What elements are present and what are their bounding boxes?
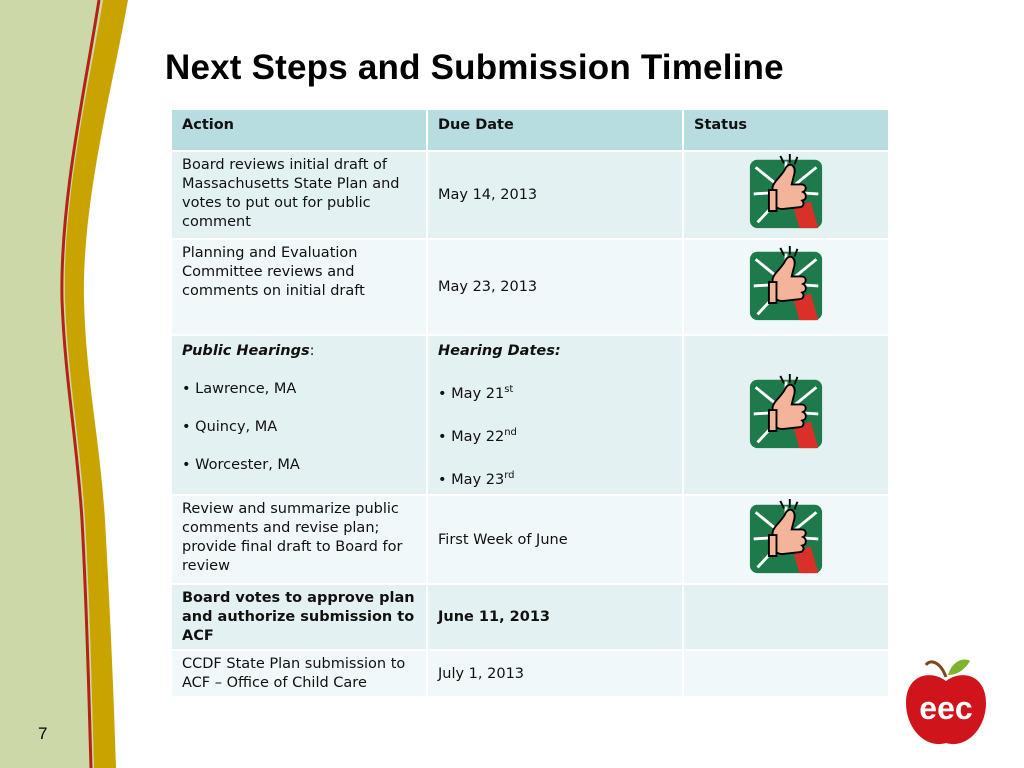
table-row [171, 151, 889, 239]
list-item: • May 22nd [438, 426, 517, 445]
table-header-row [171, 109, 889, 151]
hearing-date-suffix: rd [504, 469, 515, 481]
thumbs-up-icon [748, 246, 824, 322]
hearing-date-suffix: st [504, 384, 514, 395]
header-due-date: Due Date [427, 109, 683, 151]
thumbs-up-icon [748, 499, 824, 575]
action-cell: Board reviews initial draft of Massachusetts State Plan and votes to put out for public comment [171, 151, 427, 239]
hearing-location: Lawrence, MA [195, 381, 297, 397]
header-action: Action [171, 109, 427, 151]
page-number: 7 [38, 724, 48, 743]
table-row [171, 495, 889, 584]
thumbs-up-icon [748, 154, 824, 230]
public-hearings-heading [182, 342, 416, 361]
status-cell [683, 151, 889, 239]
hearing-date: May 22 [451, 428, 505, 445]
status-cell [683, 650, 889, 697]
status-cell [683, 584, 889, 650]
due-date-cell: June 11, 2013 [427, 584, 683, 650]
action-cell: Board votes to approve plan and authorize submission to ACF [171, 584, 427, 650]
action-cell: Planning and Evaluation Committee reviews and comments on initial draft [171, 239, 427, 335]
eec-apple-logo [900, 655, 992, 750]
due-date-cell: First Week of June [427, 495, 683, 584]
due-date-cell [427, 335, 683, 495]
table-row [171, 239, 889, 335]
hearing-date: May 23 [451, 471, 505, 488]
header-status: Status [683, 109, 889, 151]
public-hearings-colon: : [309, 343, 315, 359]
slide-title: Next Steps and Submission Timeline [165, 48, 784, 87]
list-item: • May 21st [438, 384, 514, 402]
hearing-date-suffix: nd [504, 426, 517, 438]
table-row [171, 584, 889, 650]
action-cell: Review and summarize public comments and revise plan; provide final draft to Board for review [171, 495, 427, 584]
hearing-location: Worcester, MA [195, 457, 300, 473]
table-row [171, 650, 889, 697]
public-hearings-label: Public Hearings [182, 343, 310, 359]
hearing-date: May 21 [451, 385, 505, 402]
status-cell [683, 495, 889, 584]
hearing-location: Quincy, MA [195, 419, 278, 435]
status-cell [683, 335, 889, 495]
logo-text: eec [919, 690, 973, 726]
due-date-cell: May 14, 2013 [427, 151, 683, 239]
list-item: • Quincy, MA [182, 419, 278, 435]
left-wave-decoration [0, 0, 140, 768]
table-row [171, 335, 889, 495]
timeline-table [170, 108, 890, 698]
action-cell: CCDF State Plan submission to ACF – Office of Child Care [171, 650, 427, 697]
thumbs-up-icon [748, 374, 824, 450]
hearing-dates-heading: Hearing Dates: [438, 343, 561, 359]
due-date-cell: May 23, 2013 [427, 239, 683, 335]
due-date-cell: July 1, 2013 [427, 650, 683, 697]
action-cell [171, 335, 427, 495]
list-item: • Worcester, MA [182, 457, 300, 473]
status-cell [683, 239, 889, 335]
list-item: • May 23rd [438, 469, 515, 488]
list-item: • Lawrence, MA [182, 381, 297, 397]
